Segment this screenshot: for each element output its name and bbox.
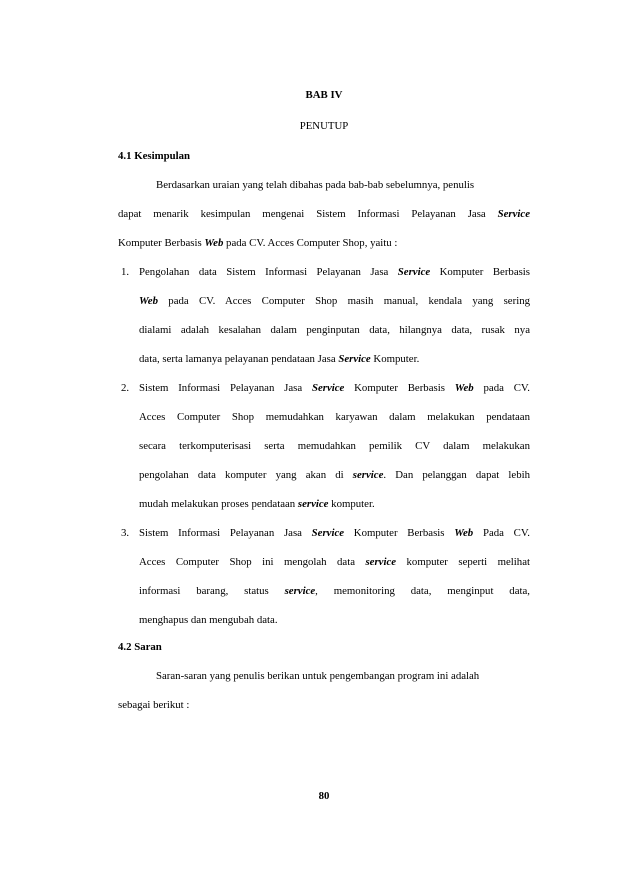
list-item-line [139, 410, 530, 424]
text-run: Acces Computer Shop memudahkan karyawan dalam melakukan pendataan [139, 411, 530, 423]
list-item-line [139, 265, 530, 279]
paragraph-line [118, 698, 189, 712]
text-run: pada CV. Acces Computer Shop, yaitu : [223, 237, 398, 249]
italic-term: Service [338, 353, 371, 365]
text-run: dialami adalah kesalahan dalam penginputan data, hilangnya data, rusak nya [139, 324, 530, 336]
text-run: data, serta lamanya pelayanan pendataan Jasa [139, 353, 339, 365]
text-run: Komputer Berbasis [344, 382, 455, 394]
paragraph-line [118, 207, 530, 221]
list-item-line [139, 584, 530, 598]
text-run: Berdasarkan uraian yang telah dibahas pada bab-bab sebelumnya, penulis [156, 179, 475, 191]
text-run: , memonitoring data, menginput data, [315, 585, 530, 597]
list-item-line [139, 555, 530, 569]
text-run: Komputer Berbasis [344, 527, 455, 539]
text-run: Sistem Informasi Pelayanan Jasa [139, 382, 312, 394]
italic-term: Web [204, 237, 224, 249]
list-item-line [139, 497, 375, 511]
italic-term: service [365, 556, 397, 568]
text-run: Sistem Informasi Pelayanan Jasa [139, 527, 312, 539]
text-run: Acces Computer Shop ini mengolah data [139, 556, 366, 568]
text-run: pada CV. Acces Computer Shop masih manual, kendala yang sering [158, 295, 530, 307]
list-item-line [139, 294, 530, 308]
italic-term: Web [139, 295, 158, 307]
paragraph-line [156, 669, 479, 683]
text-run: Pengolahan data Sistem Informasi Pelayanan Jasa [139, 266, 398, 278]
text-run: secara terkomputerisasi serta memudahkan pemilik CV dalam melakukan [139, 440, 530, 452]
list-item-line [139, 468, 530, 482]
italic-term: Web [454, 527, 474, 539]
italic-term: service [297, 498, 329, 510]
text-run: komputer seperti melihat [396, 556, 530, 568]
list-number: 3. [121, 527, 130, 539]
paragraph-line [118, 236, 397, 250]
text-run: Komputer Berbasis [430, 266, 531, 278]
text-run: pada CV. [473, 382, 530, 394]
page-number: 80 [318, 790, 330, 802]
italic-term: service [284, 585, 316, 597]
list-item-line [139, 439, 530, 453]
text-run: Komputer. [370, 353, 420, 365]
text-run: sebagai berikut : [118, 699, 190, 711]
list-number: 1. [121, 266, 130, 278]
italic-term: Service [397, 266, 431, 278]
section-heading-saran: 4.2 Saran [118, 641, 162, 653]
text-run: Komputer Berbasis [118, 237, 205, 249]
text-run: informasi barang, status [139, 585, 285, 597]
text-run: Saran-saran yang penulis berikan untuk pengembangan program ini adalah [156, 670, 480, 682]
list-item-line [139, 613, 278, 627]
chapter-title: PENUTUP [299, 120, 349, 132]
list-item-line [139, 323, 530, 337]
italic-term: Service [497, 208, 530, 220]
italic-term: Service [311, 382, 345, 394]
paragraph-line [156, 178, 474, 192]
italic-term: service [352, 469, 384, 481]
text-run: komputer. [328, 498, 375, 510]
text-run: mudah melakukan proses pendataan [139, 498, 298, 510]
text-run: . Dan pelanggan dapat lebih [383, 469, 530, 481]
list-item-line [139, 526, 530, 540]
text-run: menghapus dan mengubah data. [139, 614, 278, 626]
text-run: Pada CV. [473, 527, 530, 539]
list-item-line [139, 381, 530, 395]
chapter-label: BAB IV [305, 89, 343, 101]
text-run: pengolahan data komputer yang akan di [139, 469, 353, 481]
italic-term: Web [454, 382, 474, 394]
italic-term: Service [311, 527, 345, 539]
list-number: 2. [121, 382, 130, 394]
section-heading-kesimpulan: 4.1 Kesimpulan [118, 150, 190, 162]
text-run: dapat menarik kesimpulan mengenai Sistem Informasi Pelayanan Jasa [118, 208, 498, 220]
list-item-line [139, 352, 419, 366]
